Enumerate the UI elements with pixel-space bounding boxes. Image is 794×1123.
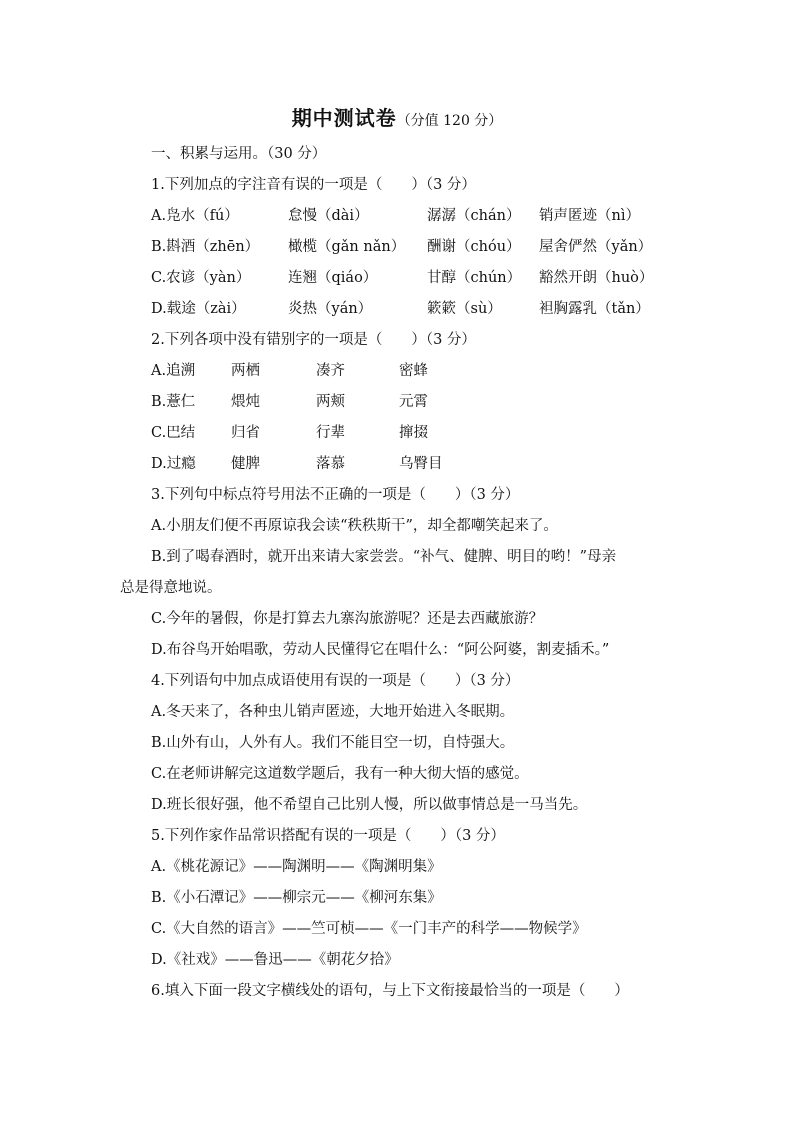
option-cell: 销声匿迹（nì） <box>539 208 640 224</box>
option-cell: 两颊 <box>316 394 345 410</box>
option-cell: 连翘（qiáo） <box>288 270 378 286</box>
question-4-stem: 4.下列语句中加点成语使用有误的一项是（ ）（3 分） <box>151 673 520 689</box>
question-3-option-d: D.布谷鸟开始唱歌，劳动人民懂得它在唱什么：“阿公阿婆，割麦插禾。” <box>151 642 610 658</box>
page-title <box>0 102 794 131</box>
question-5-option-d: D.《社戏》——鲁迅——《朝花夕拾》 <box>151 952 399 968</box>
option-cell: D.过瘾 <box>151 456 196 472</box>
option-cell: 撺掇 <box>399 425 428 441</box>
question-4-option-d: D.班长很好强，他不希望自己比别人慢，所以做事情总是一马当先。 <box>151 797 588 813</box>
question-6-stem: 6.填入下面一段文字横线处的语句，与上下文衔接最恰当的一项是（ ） <box>151 983 629 999</box>
question-4-option-c: C.在老师讲解完这道数学题后，我有一种大彻大悟的感觉。 <box>151 766 529 782</box>
option-cell: 行辈 <box>316 425 345 441</box>
option-cell: 潺潺（chán） <box>427 208 521 224</box>
title-main: 期中测试卷 <box>291 106 397 130</box>
option-cell: 橄榄（gǎn nǎn） <box>288 239 406 255</box>
question-4-option-a: A.冬天来了，各种虫儿销声匿迹，大地开始进入冬眠期。 <box>151 704 515 720</box>
question-3-option-c: C.今年的暑假，你是打算去九寨沟旅游呢？还是去西藏旅游？ <box>151 611 544 627</box>
option-cell: 归省 <box>231 425 260 441</box>
question-5-option-b: B.《小石潭记》——柳宗元——《柳河东集》 <box>151 890 442 906</box>
option-cell: 怠慢（dài） <box>288 208 369 224</box>
option-cell: 落慕 <box>316 456 345 472</box>
option-cell: 豁然开朗（huò） <box>539 270 654 286</box>
question-1-stem: 1.下列加点的字注音有误的一项是（ ）（3 分） <box>151 177 476 193</box>
option-cell: 袒胸露乳（tǎn） <box>539 301 650 317</box>
option-cell: 簌簌（sù） <box>427 301 502 317</box>
question-5-stem: 5.下列作家作品常识搭配有误的一项是（ ）（3 分） <box>151 828 505 844</box>
option-cell: 健脾 <box>231 456 260 472</box>
question-5-option-c: C.《大自然的语言》——竺可桢——《一门丰产的科学——物候学》 <box>151 921 587 937</box>
option-cell: 炎热（yán） <box>288 301 373 317</box>
question-3-stem: 3.下列句中标点符号用法不正确的一项是（ ）（3 分） <box>151 487 520 503</box>
question-3-option-a: A.小朋友们便不再原谅我会读“秩秩斯干”，却全都嘲笑起来了。 <box>151 518 558 534</box>
option-cell: 屋舍俨然（yǎn） <box>539 239 653 255</box>
option-cell: B.斟酒（zhēn） <box>151 239 260 255</box>
question-2-stem: 2.下列各项中没有错别字的一项是（ ）（3 分） <box>151 332 476 348</box>
option-cell: 凑齐 <box>316 363 345 379</box>
question-4-option-b: B.山外有山，人外有人。我们不能目空一切，自恃强大。 <box>151 735 515 751</box>
option-cell: C.农谚（yàn） <box>151 270 251 286</box>
option-cell: 两栖 <box>231 363 260 379</box>
question-3-option-b: B.到了喝春酒时，就开出来请大家尝尝。“补气、健脾、明目的哟！”母亲 <box>151 549 617 565</box>
option-cell: C.巴结 <box>151 425 196 441</box>
option-cell: A.凫水（fú） <box>151 208 239 224</box>
option-cell: 元霄 <box>399 394 428 410</box>
section-heading: 一、积累与运用。（30 分） <box>151 146 327 162</box>
option-cell: B.薏仁 <box>151 394 196 410</box>
option-cell: 密蜂 <box>399 363 428 379</box>
option-cell: 煨炖 <box>231 394 260 410</box>
question-3-option-b-cont: 总是得意地说。 <box>120 580 222 596</box>
option-cell: 乌臀目 <box>399 456 443 472</box>
question-5-option-a: A.《桃花源记》——陶渊明——《陶渊明集》 <box>151 859 442 875</box>
title-score: （分值 120 分） <box>396 113 503 129</box>
option-cell: A.追溯 <box>151 363 196 379</box>
option-cell: 酬谢（chóu） <box>427 239 521 255</box>
option-cell: 甘醇（chún） <box>427 270 522 286</box>
option-cell: D.载途（zài） <box>151 301 246 317</box>
